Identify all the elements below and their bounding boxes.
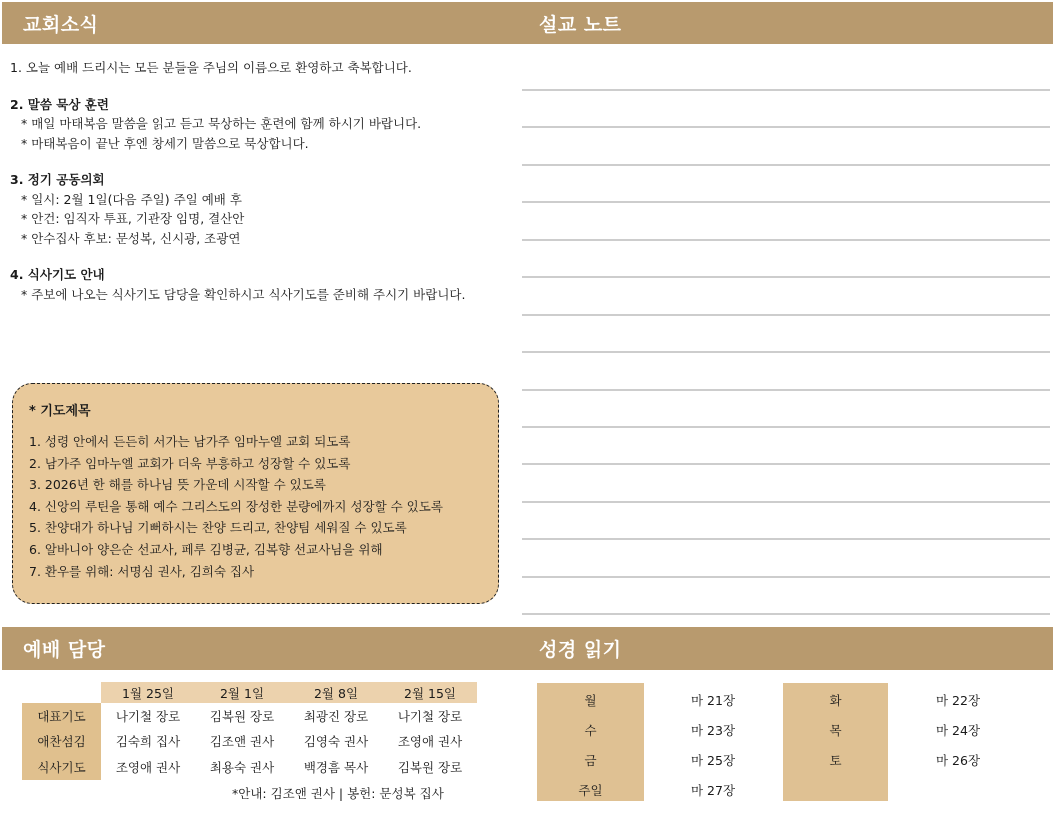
date-header: 2월 1일 — [219, 685, 265, 701]
news-item-line: * 주보에 나오는 식사기도 담당을 확인하시고 식사기도를 준비해 주시기 바랍니다. — [21, 286, 466, 302]
prayer-item: 7. 환우를 위해: 서명심 권사, 김희숙 집사 — [29, 563, 255, 579]
bible-reading-heading: 성경 읽기 — [539, 639, 622, 661]
role-label: 대표기도 — [22, 703, 101, 729]
table-cell: 김복원 장로 — [397, 759, 463, 775]
table-row — [22, 754, 477, 780]
day-label: 화 — [829, 693, 842, 708]
note-line[interactable] — [522, 538, 1050, 575]
news-item-line: * 마태복음이 끝난 후엔 창세기 말씀으로 묵상합니다. — [21, 135, 309, 151]
day-label: 금 — [584, 753, 597, 768]
usher-offering-note: *안내: 김조앤 권사 | 봉헌: 문성복 집사 — [232, 786, 444, 801]
sermon-notes-lines — [522, 89, 1050, 615]
chapter-ref: 마 27장 — [690, 783, 736, 798]
note-line[interactable] — [522, 126, 1050, 163]
chapter-ref: 마 25장 — [690, 753, 736, 768]
news-heading: 교회소식 — [23, 13, 99, 36]
chapter-ref: 마 26장 — [935, 753, 981, 768]
note-line[interactable] — [522, 351, 1050, 388]
prayer-item: 6. 알바니아 양은순 선교사, 페루 김병균, 김복향 선교사님을 위해 — [29, 541, 383, 557]
prayer-item: 4. 신앙의 루틴을 통해 예수 그리스도의 장성한 분량에까지 성장할 수 있도록 — [29, 498, 443, 514]
date-header: 1월 25일 — [122, 685, 174, 701]
table-cell: 조영애 권사 — [115, 759, 181, 775]
table-cell: 최용숙 권사 — [209, 759, 275, 775]
bottom-header-bar — [2, 627, 1053, 670]
note-line[interactable] — [522, 576, 1050, 613]
prayer-item: 5. 찬양대가 하나님 기뻐하시는 찬양 드리고, 찬양팀 세워질 수 있도록 — [29, 520, 407, 536]
note-line[interactable] — [522, 389, 1050, 426]
table-row — [22, 703, 477, 729]
top-header-bar — [2, 2, 1053, 44]
prayer-item: 1. 성령 안에서 든든히 서가는 남가주 임마누엘 교회 되도록 — [29, 434, 351, 449]
prayer-item: 2. 남가주 임마누엘 교회가 더욱 부흥하고 성장할 수 있도록 — [29, 455, 351, 471]
table-cell: 김조앤 권사 — [209, 734, 275, 750]
chapter-ref: 마 24장 — [935, 723, 981, 738]
table-cell: 나기철 장로 — [115, 708, 181, 724]
news-item-line: * 안건: 임직자 투표, 기관장 임명, 결산안 — [21, 211, 245, 226]
chapter-ref: 마 22장 — [935, 693, 981, 708]
table-cell: 조영애 권사 — [397, 734, 463, 750]
table-corner — [22, 682, 101, 703]
news-item-4 — [10, 265, 510, 304]
role-label: 식사기도 — [22, 754, 101, 780]
table-cell: 김숙희 집사 — [115, 734, 181, 750]
table-cell: 최광진 장로 — [303, 708, 369, 724]
day-label: 주일 — [578, 783, 603, 798]
day-label: 수 — [584, 723, 597, 738]
note-line[interactable] — [522, 613, 1050, 615]
note-line[interactable] — [522, 463, 1050, 500]
table-cell: 김영숙 권사 — [303, 734, 369, 750]
church-news — [10, 58, 510, 321]
news-item-line: * 안수집사 후보: 문성복, 신시광, 조광연 — [21, 230, 241, 246]
news-item-title: 4. 식사기도 안내 — [10, 267, 105, 282]
date-header: 2월 15일 — [404, 685, 456, 701]
day-label: 목 — [829, 723, 842, 738]
role-label: 애찬섬김 — [22, 729, 101, 755]
day-label: 토 — [829, 753, 842, 768]
prayer-requests-box — [12, 383, 499, 604]
chapter-ref: 마 21장 — [690, 693, 736, 708]
table-header-row — [22, 682, 477, 703]
table-cell: 나기철 장로 — [397, 708, 463, 724]
note-line[interactable] — [522, 426, 1050, 463]
prayer-title: * 기도제목 — [29, 404, 91, 419]
news-item-3 — [10, 170, 510, 248]
note-line[interactable] — [522, 501, 1050, 538]
worship-duty-table — [22, 682, 477, 801]
date-header: 2월 8일 — [313, 685, 359, 701]
note-line[interactable] — [522, 89, 1050, 126]
table-cell: 김복원 장로 — [209, 708, 275, 724]
worship-duty-heading: 예배 담당 — [23, 639, 106, 661]
table-row — [22, 729, 477, 755]
sermon-notes-heading: 설교 노트 — [539, 13, 622, 36]
news-item-title: 2. 말씀 묵상 훈련 — [10, 96, 109, 112]
day-label: 월 — [584, 693, 597, 708]
prayer-item: 3. 2026년 한 해를 하나님 뜻 가운데 시작할 수 있도록 — [29, 477, 326, 493]
news-item-2 — [10, 95, 510, 154]
note-line[interactable] — [522, 314, 1050, 351]
note-line[interactable] — [522, 201, 1050, 238]
news-item-line: * 매일 마태복음 말씀을 읽고 듣고 묵상하는 훈련에 함께 하시기 바랍니다. — [21, 116, 422, 131]
table-cell: 백경흠 목사 — [303, 759, 369, 775]
note-line[interactable] — [522, 164, 1050, 201]
note-line[interactable] — [522, 276, 1050, 313]
news-item-line: * 일시: 2월 1일(다음 주일) 주일 예배 후 — [21, 191, 242, 207]
chapter-ref: 마 23장 — [690, 723, 736, 738]
news-item-text: 1. 오늘 예배 드리시는 모든 분들을 주님의 이름으로 환영하고 축복합니다. — [10, 60, 412, 75]
news-item-title: 3. 정기 공동의회 — [10, 172, 105, 187]
news-item-1 — [10, 58, 510, 78]
note-line[interactable] — [522, 239, 1050, 276]
